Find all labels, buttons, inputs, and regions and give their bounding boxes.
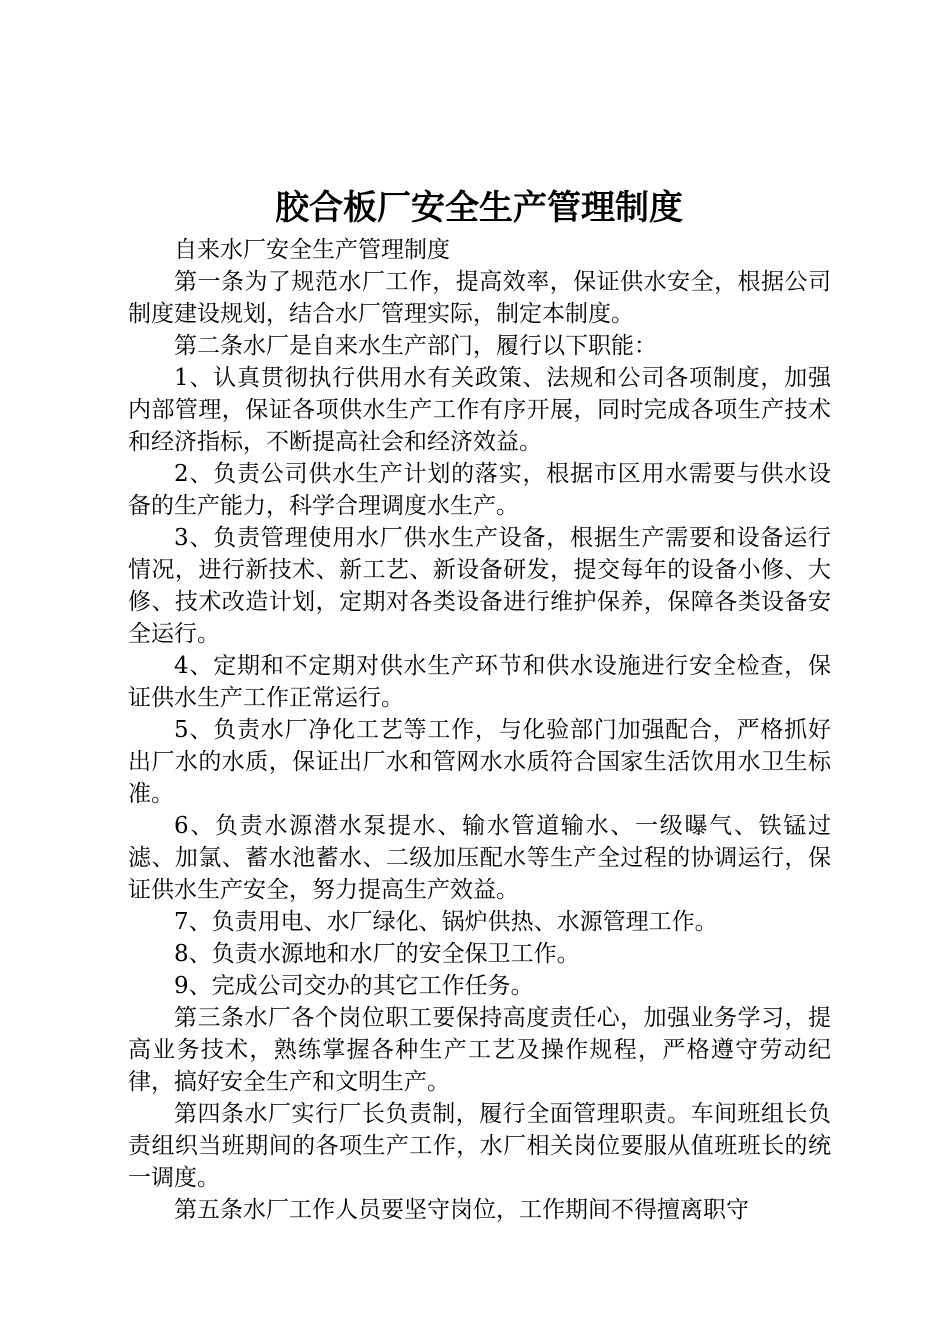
- paragraph-duty-7: 7、负责用电、水厂绿化、锅炉供热、水源管理工作。: [174, 909, 718, 935]
- paragraph-duty-1: 1、认真贯彻执行供用水有关政策、法规和公司各项制度，加强内部管理，保证各项供水生产工作有序开展，同时完成各项生产技术和经济指标，不断提高社会和经济效益。: [128, 365, 831, 455]
- paragraph-article-4: 第四条水厂实行厂长负责制，履行全面管理职责。车间班组长负责组织当班期间的各项生产工作，水厂相关岗位要服从值班班长的统一调度。: [128, 1101, 831, 1191]
- document-body: [128, 234, 831, 1226]
- paragraph-duty-5: 5、负责水厂净化工艺等工作，与化验部门加强配合，严格抓好出厂水的水质，保证出厂水和管网水水质符合国家生活饮用水卫生标准。: [128, 717, 831, 807]
- paragraph-article-2: 第二条水厂是自来水生产部门，履行以下职能：: [174, 333, 657, 359]
- paragraph-duty-4: 4、定期和不定期对供水生产环节和供水设施进行安全检查，保证供水生产工作正常运行。: [128, 653, 831, 711]
- paragraph-duty-2: 2、负责公司供水生产计划的落实，根据市区用水需要与供水设备的生产能力，科学合理调度水生产。: [128, 461, 831, 519]
- paragraph-subtitle: 自来水厂安全生产管理制度: [174, 237, 450, 263]
- paragraph-duty-8: 8、负责水源地和水厂的安全保卫工作。: [174, 941, 580, 967]
- paragraph-duty-3: 3、负责管理使用水厂供水生产设备，根据生产需要和设备运行情况，进行新技术、新工艺、新设备研发，提交每年的设备小修、大修、技术改造计划，定期对各类设备进行维护保养，保障各类设备安全运行。: [128, 525, 831, 647]
- paragraph-article-5: 第五条水厂工作人员要坚守岗位，工作期间不得擅离职守: [174, 1197, 749, 1223]
- paragraph-article-1: 第一条为了规范水厂工作，提高效率，保证供水安全，根据公司制度建设规划，结合水厂管理实际，制定本制度。: [128, 269, 831, 327]
- paragraph-article-3: 第三条水厂各个岗位职工要保持高度责任心，加强业务学习，提高业务技术，熟练掌握各种生产工艺及操作规程，严格遵守劳动纪律，搞好安全生产和文明生产。: [128, 1005, 831, 1095]
- document-title: 胶合板厂安全生产管理制度: [275, 188, 683, 228]
- paragraph-duty-9: 9、完成公司交办的其它工作任务。: [174, 973, 534, 999]
- paragraph-duty-6: 6、负责水源潜水泵提水、输水管道输水、一级曝气、铁锰过滤、加氯、蓄水池蓄水、二级加压配水等生产全过程的协调运行，保证供水生产安全，努力提高生产效益。: [128, 813, 831, 903]
